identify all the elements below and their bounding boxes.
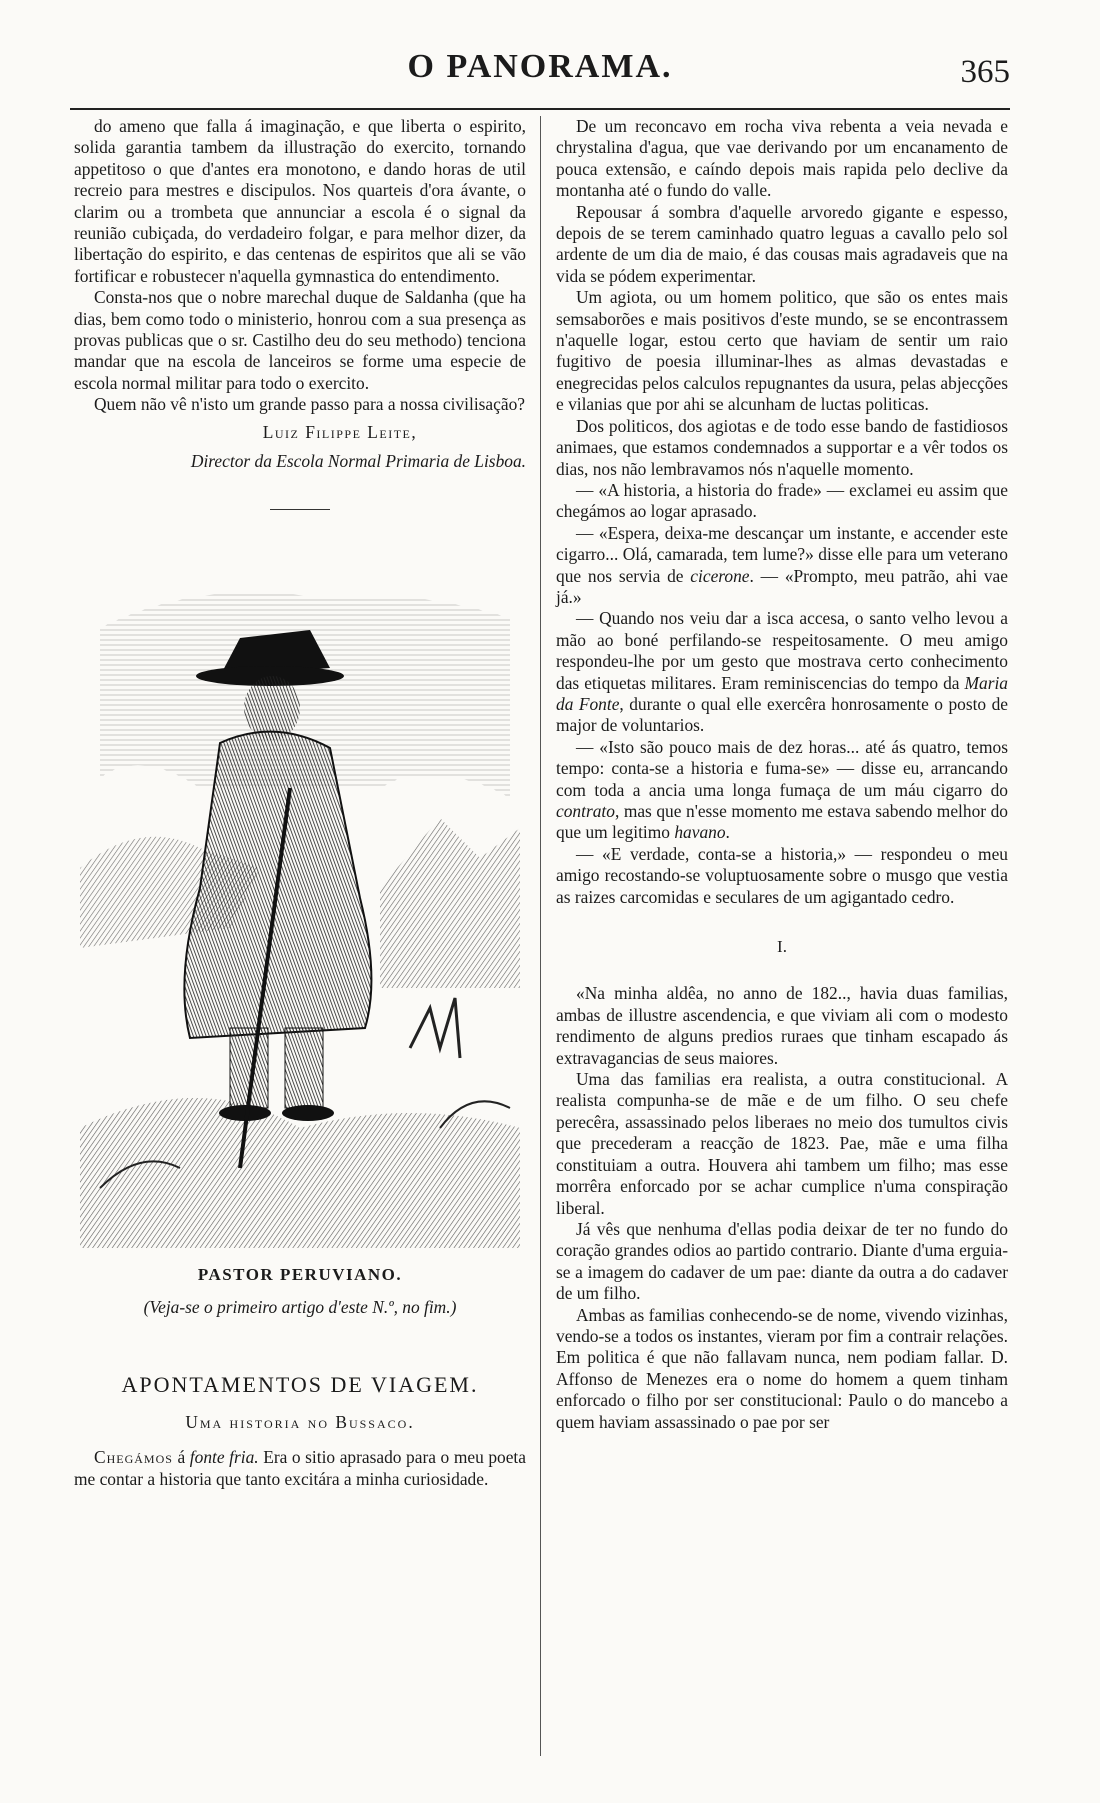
page-number: 365 bbox=[960, 54, 1010, 90]
signature-name: Luiz Filippe Leite, bbox=[262, 421, 418, 442]
text-run: . — «Prompto, meu patrão, ahi vae já.» bbox=[556, 565, 1008, 607]
paragraph bbox=[556, 523, 1008, 609]
right-column bbox=[556, 116, 1008, 1433]
italic-run: fonte fria. bbox=[189, 1447, 259, 1468]
italic-run: havano bbox=[674, 822, 726, 843]
chapter-number: I. bbox=[777, 937, 787, 957]
paragraph: do ameno que falla á imaginação, e que liberta o espirito, solida garantia tambem da illustração do exercito, tornando appetitoso o que d'antes era monotono, e dando horas de util recreio para mestres e discipulos. Nos quarteis d'ora ávante, o clarim ou a trombeta que annunciar a escola é o signal da reunião cubiçada, do verdadeiro folgar, e para melhor dizer, da libertação do espirito, e das centenas de espiritos que ali se vão fortificar e robustecer n'aquella gymnastica do entendimento. bbox=[74, 116, 526, 286]
text-run: Era o sitio aprasado para o meu poeta me contar a historia que tanto excitára a minha curiosidade. bbox=[74, 1447, 526, 1489]
header-rule bbox=[70, 108, 1010, 110]
masthead: O PANORAMA. bbox=[407, 48, 673, 85]
text-run: , mas que n'esse momento me estava sabendo melhor do que um legitimo bbox=[556, 801, 1008, 843]
illustration-caption: PASTOR PERUVIANO. bbox=[197, 1264, 403, 1284]
engraving-illustration bbox=[80, 568, 520, 1248]
page-header bbox=[70, 48, 1010, 94]
paragraph bbox=[556, 737, 1008, 844]
text-run: — «Isto são pouco mais de dez horas... até ás quatro, temos tempo: conta-se a historia e fuma-se» — disse eu, arrancando com toda a ancia uma longa fumaça de um máu cigarro do bbox=[556, 736, 1008, 800]
italic-run: contrato bbox=[556, 801, 615, 821]
section-subtitle: Uma historia no Bussaco. bbox=[185, 1411, 415, 1432]
paragraph: Quem não vê n'isto um grande passo para a nossa civilisação? bbox=[94, 394, 526, 415]
paragraph: Consta-nos que o nobre marechal duque de Saldanha (que ha dias, bem como todo o ministerio, honrou com a sua presença as provas publicas que o sr. Castilho deu do seu methodo) tenciona mandar que na escola de lanceiros se forme uma especie de escola normal militar para todo o exercito. bbox=[74, 287, 526, 393]
text-run: . bbox=[725, 822, 730, 843]
paragraph: Dos politicos, dos agiotas e de todo esse bando de fastidiosos animaes, que estamos condemnados a supportar e a vêr todos os dias, nos não lembravamos nós n'aquelle momento. bbox=[556, 415, 1008, 479]
paragraph: — «E verdade, conta-se a historia,» — respondeu o meu amigo recostando-se voluptuosamente sobre o musgo que vestia as raizes carcomidas e seculares de um agigantado cedro. bbox=[556, 843, 1008, 907]
separator-rule bbox=[270, 509, 330, 510]
text-run: — Quando nos veiu dar a isca accesa, o santo velho levou a mão ao boné perfilando-se respeitosamente. O meu amigo respondeu-lhe por um gesto que mostrava certo conhecimento das etiquetas militares. Eram reminiscencias do tempo da bbox=[556, 608, 1008, 693]
paragraph: «Na minha aldêa, no anno de 182.., havia duas familias, ambas de illustre ascendencia, e que viviam ali com o modesto rendimento de alguns predios ruraes que tinham escapado ás extravagancias de seus maiores. bbox=[556, 983, 1008, 1068]
column-divider bbox=[540, 116, 541, 1756]
paragraph: Uma das familias era realista, a outra constitucional. A realista compunha-se de mãe e de um filho. O seu chefe perecêra, assassinado pelos liberaes no meio dos tumultos civis que precederam a reacção de 1823. Pae, mãe e uma filha constituiam a outra. Houvera ahi tambem um filho; mas esse morrêra enforcado por se achar cumplice n'uma conspiração liberal. bbox=[556, 1069, 1008, 1218]
paragraph bbox=[74, 1447, 526, 1490]
italic-run: cicerone bbox=[690, 565, 750, 586]
paragraph: Ambas as familias conhecendo-se de nome, vivendo vizinhas, vendo-se a todos os instantes, vieram por fim a contrair relações. Em politica é que não fallavam nunca, nem podiam fallar. D. Affonso de Menezes era o nome do homem a quem tinham enforcado o filho por ser constitucional: Paulo o do mancebo a quem haviam assassinado o pae por ser bbox=[556, 1304, 1008, 1432]
signature-role: Director da Escola Normal Primaria de Lisboa. bbox=[190, 451, 526, 472]
paragraph: Já vês que nenhuma d'ellas podia deixar de ter no fundo do coração grandes odios ao partido contrario. Diante d'uma erguia-se a imagem do cadaver de um pae: diante da outra a do cadaver de um filho. bbox=[556, 1218, 1008, 1304]
left-column bbox=[74, 116, 526, 1490]
paragraph bbox=[556, 608, 1008, 736]
section-title: APONTAMENTOS DE VIAGEM. bbox=[121, 1372, 479, 1398]
paragraph: De um reconcavo em rocha viva rebenta a veia nevada e chrystalina d'agua, que vae derivando por um encanamento de pouca extensão, e caíndo depois mais rapida pelo declive da montanha até o fundo do valle. bbox=[556, 116, 1008, 201]
text-run: — «Espera, deixa-me descançar um instante, e accender este cigarro... Olá, camarada, tem lume?» disse elle para um veterano que nos servia de bbox=[556, 522, 1008, 586]
text-run: , durante o qual elle exercêra honrosamente o posto de major de voluntarios. bbox=[556, 693, 1008, 736]
italic-run: Maria da Fonte bbox=[556, 672, 1008, 714]
caption-note: (Veja-se o primeiro artigo d'este N.º, no fim.) bbox=[143, 1296, 457, 1317]
paragraph: Um agiota, ou um homem politico, que são os entes mais semsaborões e mais positivos d'este mundo, se se encontrassem n'aquelle logar, estou certo que haviam de sentir um raio fugitivo de poesia illuminar-lhes as almas devastadas e enegrecidas pelos calculos repugnantes da usura, pelas abjecções e vilanias que por ahi se alcunham de luctas politicas. bbox=[556, 287, 1008, 415]
text-run: á bbox=[172, 1447, 190, 1468]
first-word: Chegámos bbox=[94, 1447, 173, 1468]
paragraph: Repousar á sombra d'aquelle arvoredo gigante e espesso, depois de se terem caminhado quatro leguas a cavallo pelo sol ardente de um dia de maio, é das cousas mais agradaveis que na vida se pódem experimentar. bbox=[556, 201, 1008, 286]
paragraph: — «A historia, a historia do frade» — exclamei eu assim que chegámos ao logar aprasado. bbox=[556, 479, 1008, 522]
